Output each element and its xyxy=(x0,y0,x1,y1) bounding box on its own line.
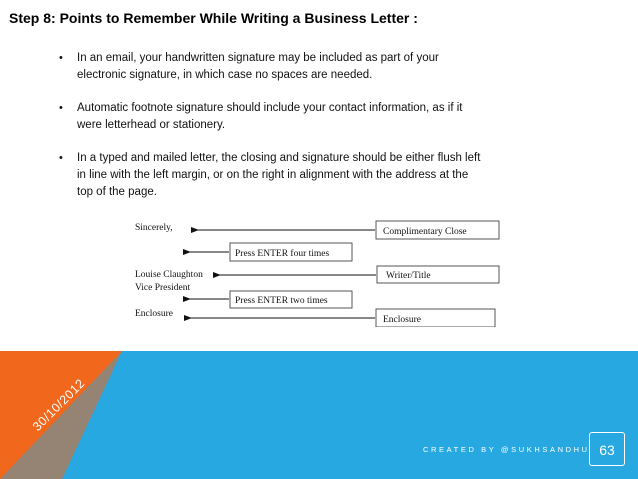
bullet-item xyxy=(56,50,576,84)
bullet-text-line: in line with the left margin, or on the right in alignment with the address at the xyxy=(77,169,469,181)
bullet-item xyxy=(56,150,576,201)
bullet-text-line: In a typed and mailed letter, the closing and signature should be either flush left xyxy=(77,152,481,164)
writer-name-text: Louise Claughton xyxy=(135,270,203,280)
enclosure-label: Enclosure xyxy=(383,315,421,325)
orange-corner-shape xyxy=(0,351,122,479)
press-enter-two-label: Press ENTER two times xyxy=(235,296,328,306)
slide-title: Step 8: Points to Remember While Writing a Business Letter : xyxy=(9,10,418,26)
bullet-text-line: Automatic footnote signature should include your contact information, as if it xyxy=(77,102,463,114)
enclosure-text: Enclosure xyxy=(135,309,173,319)
writer-title-text: Vice President xyxy=(135,283,191,293)
bullet-list xyxy=(56,50,576,217)
bullet-marker: • xyxy=(59,52,63,64)
complimentary-close-label: Complimentary Close xyxy=(383,227,467,237)
page-number: 63 xyxy=(589,432,625,466)
bullet-text-line: top of the page. xyxy=(77,186,157,198)
press-enter-four-label: Press ENTER four times xyxy=(235,249,330,259)
letter-closing-diagram xyxy=(125,212,515,327)
bullet-text-line: were letterhead or stationery. xyxy=(77,119,226,131)
credit-text: CREATED BY @SUKHSANDHU xyxy=(423,445,590,454)
sincerely-text: Sincerely, xyxy=(135,223,173,233)
date-label: 30/10/2012 xyxy=(30,376,88,434)
bullet-text-line: electronic signature, in which case no spaces are needed. xyxy=(77,69,373,81)
bullet-marker: • xyxy=(59,102,63,114)
bullet-item xyxy=(56,100,576,134)
writer-title-label: Writer/Title xyxy=(386,271,431,281)
bullet-marker: • xyxy=(59,152,63,164)
bullet-text-line: In an email, your handwritten signature may be included as part of your xyxy=(77,52,439,64)
